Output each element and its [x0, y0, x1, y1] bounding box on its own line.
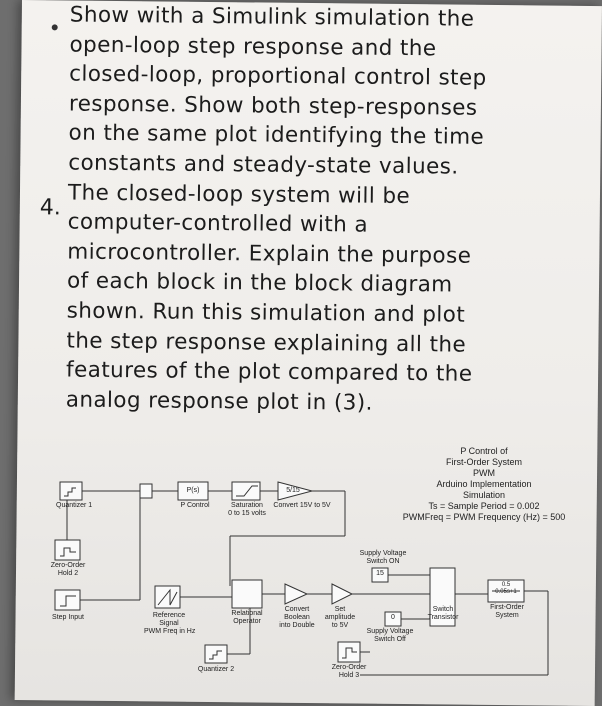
relational-label — [224, 610, 270, 626]
tf-expression — [490, 582, 522, 596]
item-number: 4. — [39, 195, 61, 221]
quantizer2-block — [205, 645, 227, 663]
step-label: Step Input — [52, 614, 84, 621]
switch-label — [420, 606, 466, 622]
saturation-block — [232, 482, 260, 500]
saturation-label — [222, 502, 272, 518]
info-line: PWMFreq = PWM Frequency (Hz) = 500 — [402, 512, 566, 522]
info-line: Simulation — [462, 490, 506, 500]
supply-off-label — [360, 628, 420, 644]
saturation-line: 0 to 15 volts — [228, 510, 266, 517]
reference-line: Reference — [152, 612, 186, 619]
setamp-label — [320, 606, 360, 630]
text-line: the step response explaining all the — [66, 328, 467, 358]
tf-den: 0.05s+1 — [495, 589, 517, 595]
text-line: shown. Run this simulation and plot — [66, 298, 466, 328]
block-diagram — [0, 440, 602, 700]
pcontrol-inner: P(s) — [186, 487, 200, 494]
sum-block — [140, 484, 152, 498]
zoh3-line: Zero-Order — [331, 664, 367, 671]
convbool-line: Convert — [284, 606, 310, 613]
info-line: First-Order System — [445, 457, 522, 467]
quantizer1-block — [60, 482, 82, 500]
zoh2-block — [55, 540, 80, 560]
text-line: computer-controlled with a — [67, 209, 369, 238]
setamp-line: amplitude — [324, 614, 356, 621]
text-line: closed-loop, proportional control step — [69, 61, 487, 92]
convbool-line: into Double — [279, 622, 315, 629]
reference-label — [144, 612, 194, 636]
zoh2-label — [48, 562, 88, 578]
text-line: open-loop step response and the — [69, 32, 437, 61]
switch-line: Transistor — [427, 614, 459, 621]
text-line: analog response plot in (3). — [65, 387, 373, 416]
info-line: Arduino Implementation — [436, 479, 532, 489]
setamp-line: to 5V — [331, 622, 349, 629]
text-line: The closed-loop system will be — [67, 180, 411, 209]
supply-off-line: Supply Voltage — [366, 628, 414, 635]
convert-label: Convert 15V to 5V — [273, 502, 331, 509]
const-off-value: 0 — [391, 614, 395, 621]
saturation-line: Saturation — [231, 502, 263, 509]
info-line: P Control of — [460, 446, 508, 456]
firstorder-label — [482, 604, 532, 620]
text-line: features of the plot compared to the — [65, 357, 473, 387]
zoh2-line: Zero-Order — [50, 562, 86, 569]
info-line: Ts = Sample Period = 0.002 — [428, 501, 540, 511]
firstorder-line: System — [495, 612, 519, 619]
relational-block — [232, 580, 262, 608]
text-line: on the same plot identifying the time — [68, 120, 485, 151]
convert-boolean-block — [285, 584, 307, 604]
convbool-line: Boolean — [284, 614, 310, 621]
quantizer1-label: Quantizer 1 — [56, 502, 93, 509]
relational-line: Relational — [231, 610, 263, 617]
supply-off-line: Switch Off — [374, 636, 406, 643]
supply-on-label — [355, 550, 411, 566]
firstorder-line: First-Order — [490, 604, 524, 611]
const-on-value: 15 — [376, 570, 384, 577]
text-line: Show with a Simulink simulation the — [69, 2, 475, 32]
relational-line: Operator — [233, 618, 261, 625]
switch-line: Switch — [432, 606, 454, 613]
info-line: PWM — [473, 468, 495, 478]
bullet-marker — [52, 24, 58, 30]
text-line: response. Show both step-responses — [68, 91, 478, 121]
text-line: of each block in the block diagram — [66, 268, 453, 298]
question-text — [66, 1, 540, 420]
step-block — [55, 590, 80, 610]
zoh3-label — [328, 664, 370, 680]
convbool-label — [274, 606, 320, 630]
supply-on-line: Switch ON — [366, 558, 400, 565]
supply-on-line: Supply Voltage — [359, 550, 407, 557]
setamp-line: Set — [334, 606, 346, 613]
reference-line: Signal — [159, 620, 179, 627]
gain-value: 5/15 — [286, 487, 300, 494]
tf-num: 0.5 — [501, 582, 511, 588]
text-line: microcontroller. Explain the purpose — [67, 239, 472, 269]
quantizer2-label: Quantizer 2 — [197, 666, 235, 673]
diagram-info — [394, 446, 574, 523]
text-line: constants and steady-state values. — [68, 150, 459, 180]
setamp-block — [332, 584, 352, 604]
pcontrol-label: P Control — [180, 502, 210, 509]
zoh3-line: Hold 3 — [338, 672, 360, 679]
zoh2-line: Hold 2 — [57, 570, 79, 577]
reference-line: PWM Freq in Hz — [144, 628, 196, 635]
